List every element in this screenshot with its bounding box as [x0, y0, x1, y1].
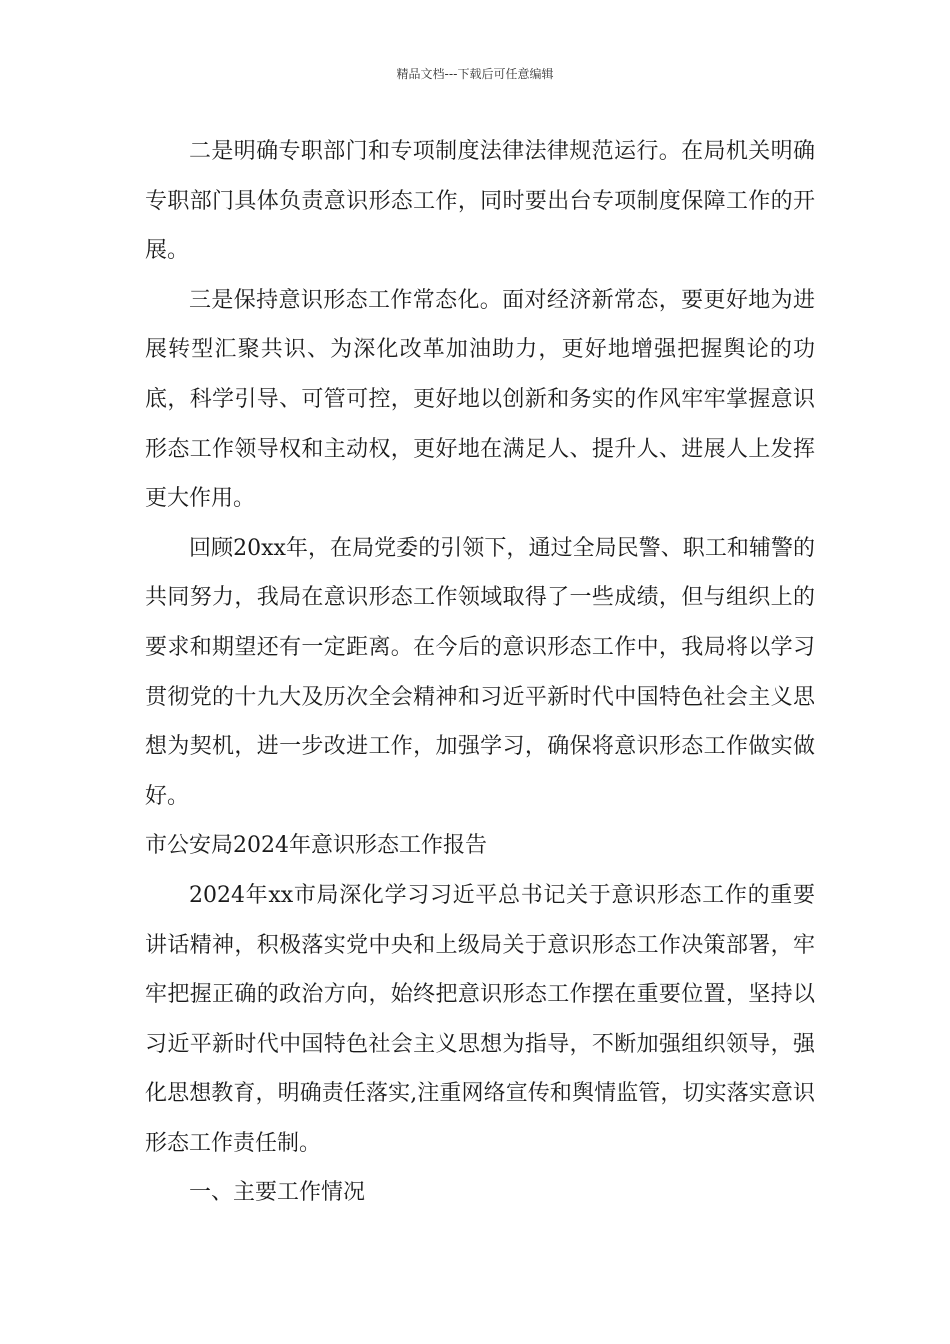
- page-header: 精品文档---下载后可任意编辑: [396, 67, 554, 81]
- paragraph-review: 回顾20xx年，在局党委的引领下，通过全局民警、职工和辅警的共同努力，我局在意识形态工作领域取得了一些成绩，但与组织上的要求和期望还有一定距离。在今后的意识形态工作中，我局将以学习贯彻党的十九大及历次全会精神和习近平新时代中国特色社会主义思想为契机，进一步改进工作，加强学习，确保将意识形态工作做实做好。: [145, 535, 815, 809]
- document-body: [145, 127, 815, 1218]
- paragraph-report-intro: 2024年xx市局深化学习习近平总书记关于意识形态工作的重要讲话精神，积极落实党中央和上级局关于意识形态工作决策部署，牢牢把握正确的政治方向，始终把意识形态工作摆在重要位置，坚持以习近平新时代中国特色社会主义思想为指导，不断加强组织领导，强化思想教育，明确责任落实,注重网络宣传和舆情监管，切实落实意识形态工作责任制。: [145, 882, 815, 1156]
- paragraph-dedicated-department: 二是明确专职部门和专项制度法律法律规范运行。在局机关明确专职部门具体负责意识形态工作，同时要出台专项制度保障工作的开展。: [145, 139, 815, 264]
- section-heading-main-work: 一、主要工作情况: [189, 1180, 366, 1206]
- paragraph-normalization: 三是保持意识形态工作常态化。面对经济新常态，要更好地为进展转型汇聚共识、为深化改革加油助力，更好地增强把握舆论的功底，科学引导、可管可控，更好地以创新和务实的作风牢牢掌握意识形态工作领导权和主动权，更好地在满足人、提升人、进展人上发挥更大作用。: [145, 287, 815, 512]
- report-title: 市公安局2024年意识形态工作报告: [145, 833, 487, 859]
